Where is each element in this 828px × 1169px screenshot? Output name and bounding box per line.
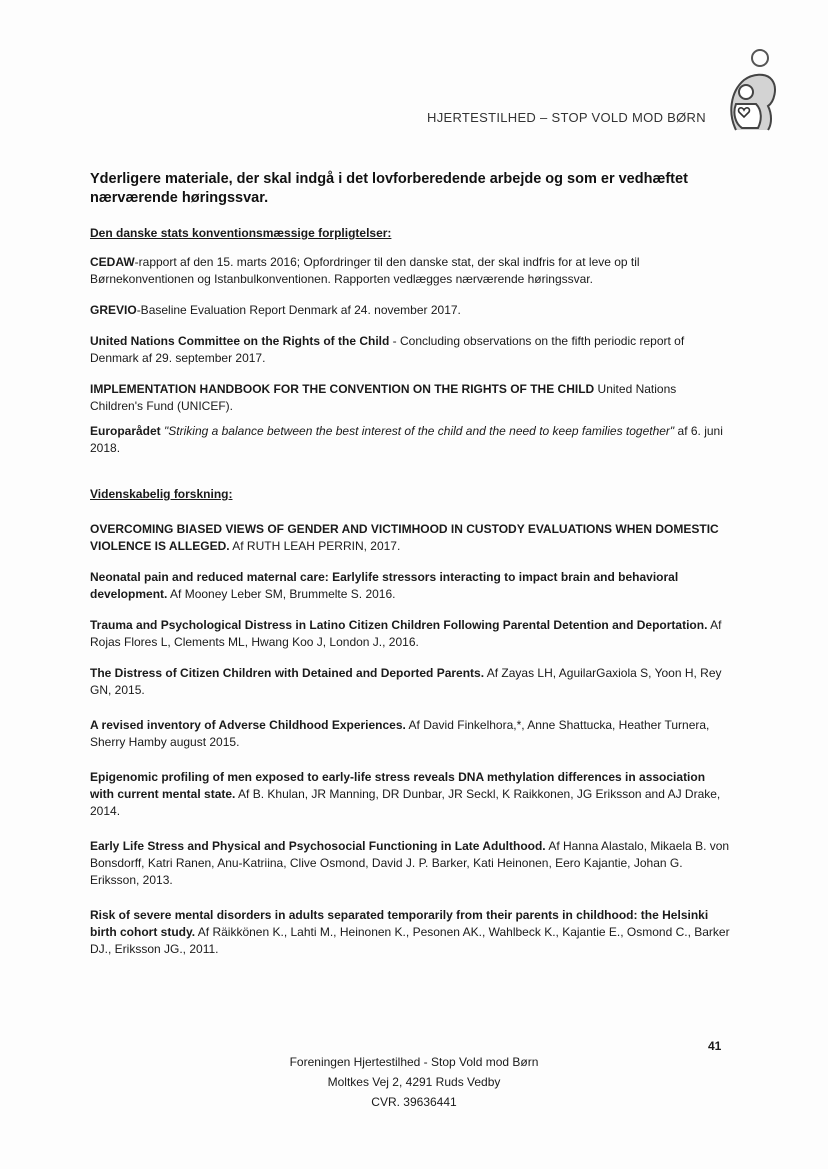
document-title: Yderligere materiale, der skal indgå i det lovforberedende arbejde og som er vedhæftet nærværende høringssvar. [90,171,688,206]
footer-org-name: Foreningen Hjertestilhed - Stop Vold mod Børn [289,1055,539,1069]
page-footer [0,1052,828,1112]
reference-entry: Epigenomic profiling of men exposed to early-life stress reveals DNA methylation differences in association with current mental state. Af B. Khulan, JR Manning, DR Dunbar, JR Seckl, K Raikkonen, JG Eriksson and AJ Drake, 2014. [90,770,721,818]
reference-entry: United Nations Committee on the Rights of the Child - Concluding observations on the fifth periodic report of Denmark af 29. september 2017. [90,334,685,365]
reference-entry: The Distress of Citizen Children with Detained and Deported Parents. Af Zayas LH, AguilarGaxiola S, Yoon H, Rey GN, 2015. [90,666,722,697]
footer-cvr: CVR. 39636441 [371,1095,457,1109]
reference-entry: A revised inventory of Adverse Childhood Experiences. Af David Finkelhora,*, Anne Shattucka, Heather Turnera, Sherry Hamby august 2015. [90,718,710,749]
reference-entry: Europarådet "Striking a balance between the best interest of the child and the need to keep families together" af 6. juni 2018. [90,424,723,455]
section-heading: Videnskabelig forskning: [90,487,233,501]
reference-entry: IMPLEMENTATION HANDBOOK FOR THE CONVENTION ON THE RIGHTS OF THE CHILD United Nations Children's Fund (UNICEF). [90,382,677,413]
reference-entry: Trauma and Psychological Distress in Latino Citizen Children Following Parental Detention and Deportation. Af Rojas Flores L, Clements ML, Hwang Koo J, London J., 2016. [90,618,722,649]
family-heart-logo-icon [722,44,782,134]
reference-entry: Neonatal pain and reduced maternal care: Earlylife stressors interacting to impact brain and behavioral development. Af Mooney Leber SM, Brummelte S. 2016. [90,570,679,601]
header-org-title: HJERTESTILHED – STOP VOLD MOD BØRN [427,110,706,125]
reference-entry: Early Life Stress and Physical and Psychosocial Functioning in Late Adulthood. Af Hanna Alastalo, Mikaela B. von Bonsdorff, Katri Ranen, Anu-Katriina, Clive Osmond, David J. P. Barker, Kati Heinonen, Eero Kajantie, Johan G. Eriksson, 2013. [90,839,730,887]
reference-entry: OVERCOMING BIASED VIEWS OF GENDER AND VICTIMHOOD IN CUSTODY EVALUATIONS WHEN DOMESTIC VIOLENCE IS ALLEGED. Af RUTH LEAH PERRIN, 2017. [90,522,719,553]
section-scientific-research [90,487,730,958]
section-heading: Den danske stats konventionsmæssige forpligtelser: [90,226,392,240]
reference-entry: Risk of severe mental disorders in adults separated temporarily from their parents in childhood: the Helsinki birth cohort study. Af Räikkönen K., Lahti M., Heinonen K., Pesonen AK., Wahlbeck K., Kajantie E., Osmond C., Barker DJ., Eriksson JG., 2011. [90,908,730,956]
section-convention-obligations [90,226,730,457]
page-number: 41 [708,1039,722,1053]
footer-address: Moltkes Vej 2, 4291 Ruds Vedby [327,1075,501,1089]
reference-entry: CEDAW-rapport af den 15. marts 2016; Opfordringer til den danske stat, der skal indfris for at leve op til Børnekonventionen og Istanbulkonventionen. Rapporten vedlægges nærværende høringssvar. [90,255,640,286]
reference-entry: GREVIO-Baseline Evaluation Report Denmark af 24. november 2017. [90,303,461,317]
document-body [90,170,730,972]
